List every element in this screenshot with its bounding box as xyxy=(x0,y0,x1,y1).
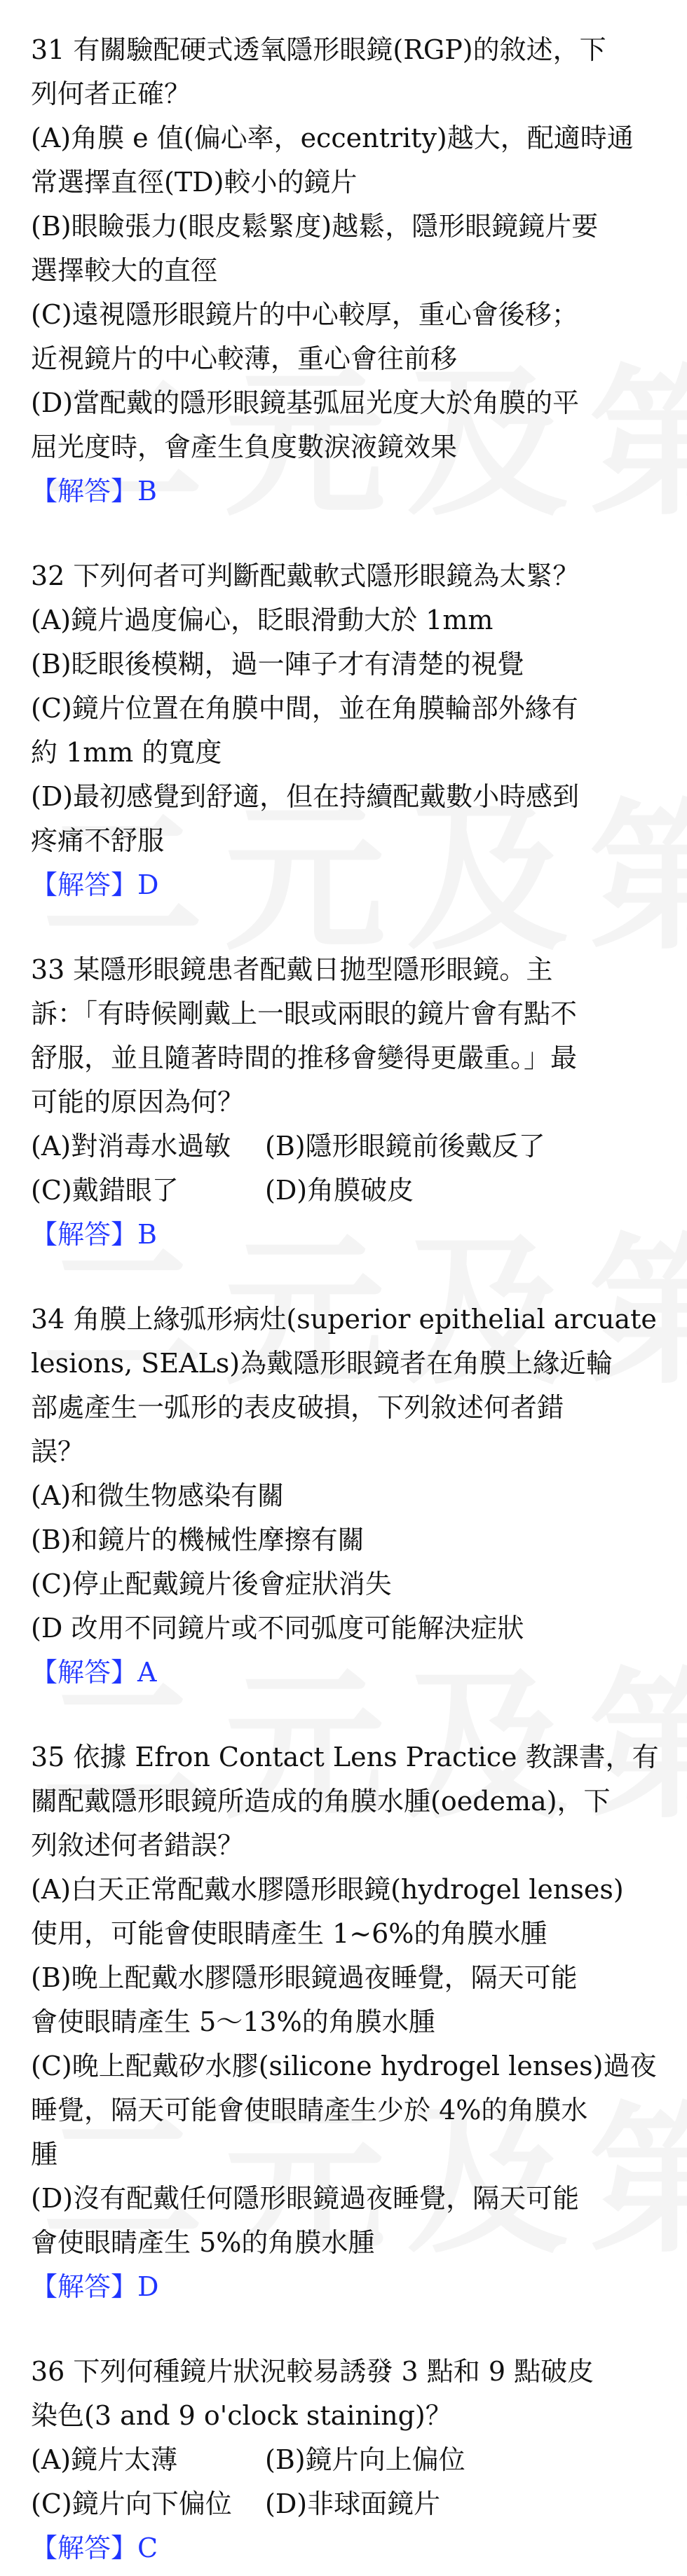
answer-label: 【解答】 xyxy=(31,1657,138,1688)
option-cell: (A)對消毒水過敏 xyxy=(31,1131,231,1162)
option-line: (A)鏡片過度偏心，眨眼滑動大於 1mm xyxy=(31,605,494,635)
answer-label: 【解答】 xyxy=(31,869,138,900)
question-stem-line: 34 角膜上緣弧形病灶(superior epithelial arcuate xyxy=(31,1304,657,1335)
answer-line xyxy=(31,2265,674,2309)
question-block xyxy=(31,948,674,1257)
option-line: (D)沒有配戴任何隱形眼鏡過夜睡覺，隔天可能 xyxy=(31,2183,580,2214)
option-line: 會使眼睛產生 5%的角膜水腫 xyxy=(31,2227,375,2258)
answer-value: B xyxy=(137,1219,157,1250)
option-line: 常選擇直徑(TD)較小的鏡片 xyxy=(31,167,358,198)
option-line: (B)眼瞼張力(眼皮鬆緊度)越鬆，隱形眼鏡鏡片要 xyxy=(31,211,599,242)
answer-line xyxy=(31,863,674,907)
option-cell: (C)鏡片向下偏位 xyxy=(31,2488,232,2519)
question-block xyxy=(31,1297,674,1695)
question-stem-line: 35 依據 Efron Contact Lens Practice 教課書，有 xyxy=(31,1742,659,1772)
question-block xyxy=(31,1735,674,2309)
option-line: (C)遠視隱形眼鏡片的中心較厚，重心會後移； xyxy=(31,299,578,330)
options-grid xyxy=(31,1124,674,1213)
option-line: 屈光度時，會產生負度數淚液鏡效果 xyxy=(31,432,458,462)
answer-label: 【解答】 xyxy=(31,2271,138,2302)
option-cell: (D)角膜破皮 xyxy=(265,1175,414,1206)
question-stem-line: 列敘述何者錯誤？ xyxy=(31,1830,245,1861)
option-cell: (B)鏡片向上偏位 xyxy=(265,2444,465,2475)
question-stem-line: 染色(3 and 9 o'clock staining)？ xyxy=(31,2400,452,2431)
option-line: (A)白天正常配戴水膠隱形眼鏡(hydrogel lenses) xyxy=(31,1874,624,1905)
answer-label: 【解答】 xyxy=(31,1219,138,1250)
option-line: (A)和微生物感染有關 xyxy=(31,1480,285,1511)
question-stem-line: 部處產生一弧形的表皮破損，下列敘述何者錯 xyxy=(31,1392,564,1423)
question-stem-line: 列何者正確？ xyxy=(31,78,191,109)
question-stem-line: 訴：「有時候剛戴上一眼或兩眼的鏡片會有點不 xyxy=(31,998,578,1029)
option-cell: (D)非球面鏡片 xyxy=(265,2488,441,2519)
question-stem-line: lesions, SEALs)為戴隱形眼鏡者在角膜上緣近輪 xyxy=(31,1348,613,1379)
answer-value: C xyxy=(137,2533,158,2563)
answer-value: D xyxy=(137,2271,159,2302)
answer-value: A xyxy=(137,1657,157,1688)
option-cell: (C)戴錯眼了 xyxy=(31,1175,179,1206)
question-stem-line: 誤？ xyxy=(31,1436,85,1467)
question-block xyxy=(31,28,674,514)
question-stem-line: 31 有關驗配硬式透氧隱形眼鏡(RGP)的敘述，下 xyxy=(31,34,606,65)
option-line: 腫 xyxy=(31,2139,58,2170)
answer-line xyxy=(31,1651,674,1695)
option-line: 選擇較大的直徑 xyxy=(31,255,218,286)
answer-label: 【解答】 xyxy=(31,2533,138,2563)
answer-label: 【解答】 xyxy=(31,476,138,507)
option-line: 使用，可能會使眼睛產生 1~6%的角膜水腫 xyxy=(31,1918,547,1949)
option-line: (A)角膜 e 值(偏心率，eccentrity)越大，配適時通 xyxy=(31,123,634,153)
question-stem-line: 36 下列何種鏡片狀況較易誘發 3 點和 9 點破皮 xyxy=(31,2356,594,2387)
option-line: (D)當配戴的隱形眼鏡基弧屈光度大於角膜的平 xyxy=(31,387,580,418)
option-line: (C)停止配戴鏡片後會症狀消失 xyxy=(31,1569,392,1599)
option-line: (C)鏡片位置在角膜中間，並在角膜輪部外緣有 xyxy=(31,693,578,724)
option-line: 約 1mm 的寬度 xyxy=(31,737,222,768)
option-line: (B)和鏡片的機械性摩擦有關 xyxy=(31,1524,365,1555)
option-line: (B)晚上配戴水膠隱形眼鏡過夜睡覺，隔天可能 xyxy=(31,1962,578,1993)
question-stem-line: 關配戴隱形眼鏡所造成的角膜水腫(oedema)，下 xyxy=(31,1786,611,1817)
answer-line xyxy=(31,1213,674,1257)
question-stem-line: 32 下列何者可判斷配戴軟式隱形眼鏡為太緊？ xyxy=(31,560,580,591)
option-line: (C)晚上配戴矽水膠(silicone hydrogel lenses)過夜 xyxy=(31,2051,657,2081)
answer-line xyxy=(31,469,674,514)
question-stem-line: 可能的原因為何？ xyxy=(31,1087,245,1117)
option-line: 睡覺，隔天可能會使眼睛產生少於 4%的角膜水 xyxy=(31,2095,588,2126)
option-line: (D)最初感覺到舒適，但在持續配戴數小時感到 xyxy=(31,781,580,812)
answer-value: D xyxy=(137,869,159,900)
option-line: (D 改用不同鏡片或不同弧度可能解決症狀 xyxy=(31,1613,524,1644)
answer-value: B xyxy=(137,476,157,507)
option-cell: (B)隱形眼鏡前後戴反了 xyxy=(265,1131,545,1162)
option-line: 會使眼睛產生 5～13%的角膜水腫 xyxy=(31,2006,435,2037)
option-cell: (A)鏡片太薄 xyxy=(31,2444,178,2475)
question-stem-line: 33 某隱形眼鏡患者配戴日拋型隱形眼鏡。主 xyxy=(31,954,553,985)
option-line: 近視鏡片的中心較薄，重心會往前移 xyxy=(31,343,458,374)
answer-line xyxy=(31,2526,674,2570)
question-block xyxy=(31,2350,674,2570)
option-line: (B)眨眼後模糊，過一陣子才有清楚的視覺 xyxy=(31,649,524,680)
options-grid xyxy=(31,2438,674,2526)
question-block xyxy=(31,554,674,907)
question-stem-line: 舒服，並且隨著時間的推移會變得更嚴重。」最 xyxy=(31,1042,578,1073)
option-line: 疼痛不舒服 xyxy=(31,825,165,856)
